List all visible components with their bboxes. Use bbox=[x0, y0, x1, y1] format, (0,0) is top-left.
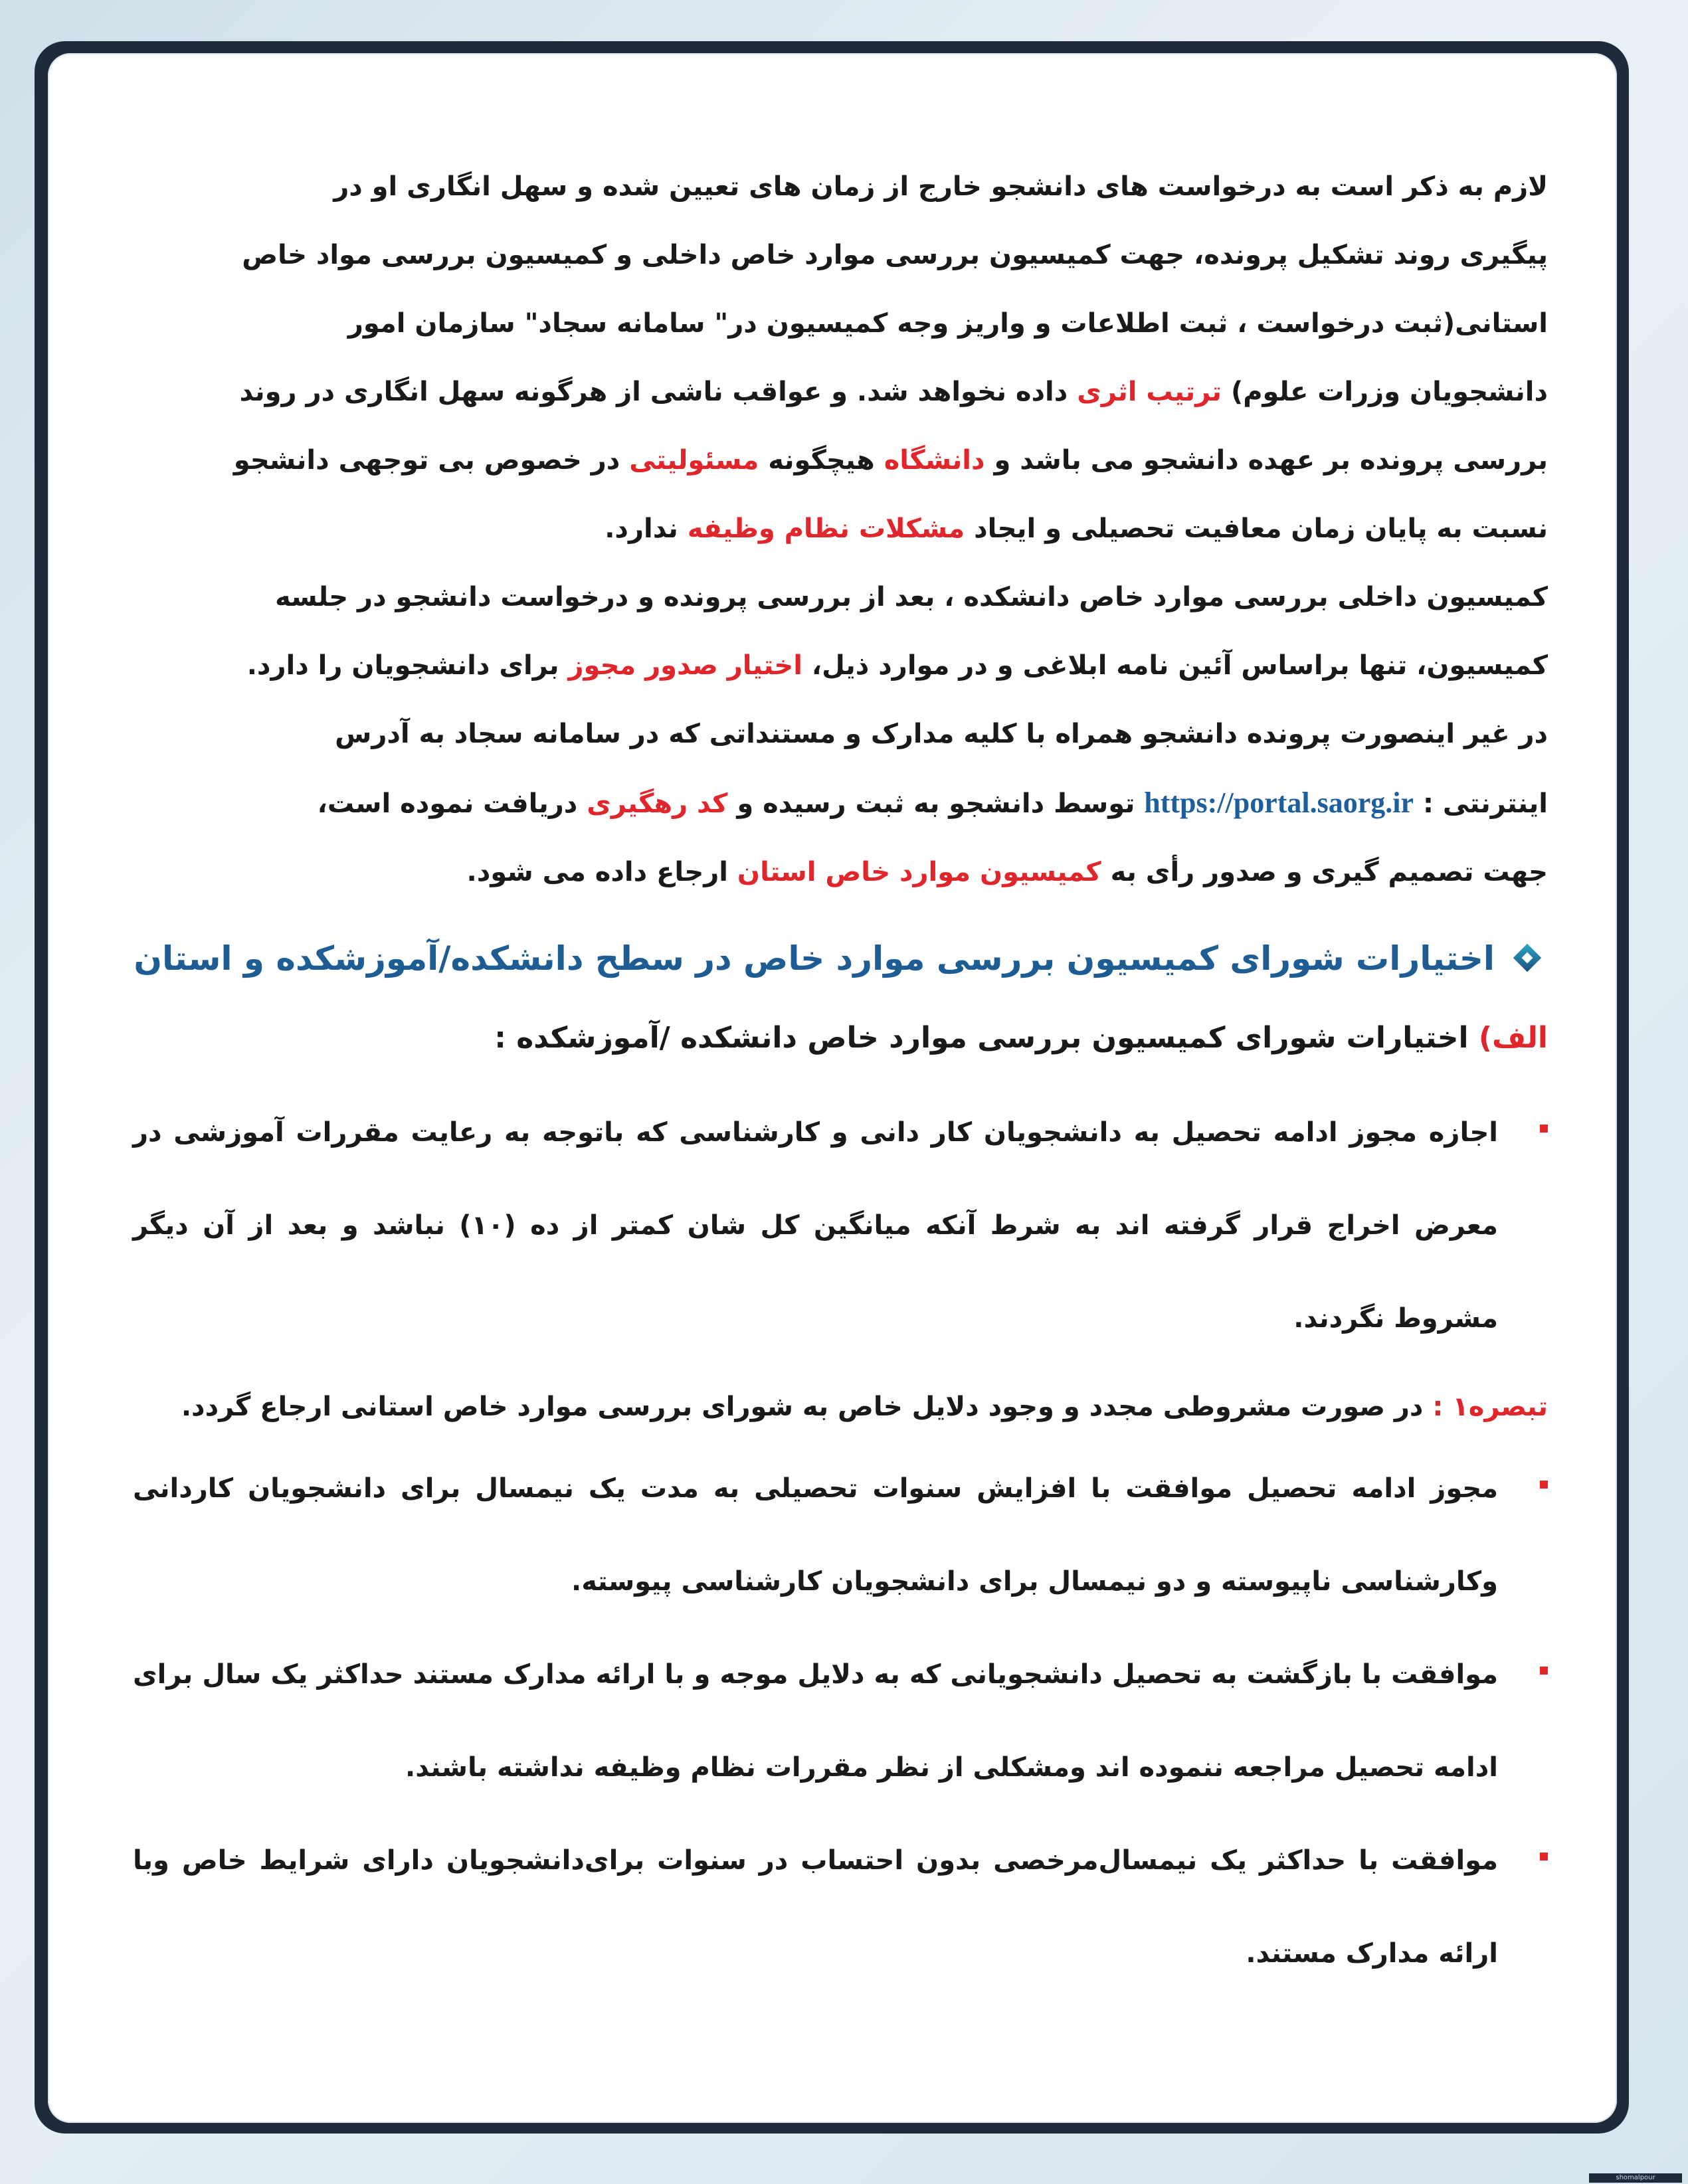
section-heading bbox=[133, 932, 1548, 985]
bullet-list bbox=[133, 1086, 1548, 2000]
portal-link[interactable]: https://portal.saorg.ir bbox=[1144, 786, 1414, 819]
highlight-text: مسئولیتی bbox=[629, 445, 759, 476]
list-item-text: مجوز ادامه تحصیل موافقت با افزایش سنوات تحصیلی به مدت یک نیمسال برای دانشجویان کاردانی وکارشناسی ناپیوسته و دو نیمسال برای دانشجویان کارشناسی پیوسته. bbox=[133, 1473, 1498, 1597]
para1-line-5: بررسی پرونده بر عهده دانشجو می باشد و دانشگاه هیچگونه مسئولیتی در خصوص بی توجهی دانشجو bbox=[233, 445, 1548, 476]
square-bullet-icon bbox=[1540, 1667, 1548, 1675]
para1-line-4: دانشجویان وزرات علوم) ترتیب اثری داده نخواهد شد. و عواقب ناشی از هرگونه سهل انگاری در روند bbox=[239, 377, 1548, 407]
note-text: در صورت مشروطی مجدد و وجود دلایل خاص به شورای بررسی موارد خاص استانی ارجاع گردد. bbox=[181, 1392, 1424, 1422]
note-label: تبصره۱ : bbox=[1432, 1392, 1548, 1422]
square-bullet-icon bbox=[1540, 1853, 1548, 1861]
para2-line-4: اینترنتی : https://portal.saorg.ir توسط دانشجو به ثبت رسیده و کد رهگیری دریافت نموده است، bbox=[317, 786, 1548, 819]
highlight-text: اختیار صدور مجوز bbox=[568, 650, 802, 681]
highlight-text: مشکلات نظام وظیفه bbox=[687, 513, 965, 544]
list-item bbox=[133, 1628, 1548, 1814]
list-item bbox=[133, 1086, 1548, 1365]
subheading bbox=[133, 1012, 1548, 1065]
para2-line-3: در غیر اینصورت پرونده دانشجو همراه با کلیه مدارک و مستنداتی که در سامانه سجاد به آدرس bbox=[335, 719, 1548, 749]
para2-line-5: جهت تصمیم گیری و صدور رأی به کمیسیون موارد خاص استان ارجاع داده می شود. bbox=[466, 857, 1548, 887]
section-heading-text: اختیارات شورای کمیسیون بررسی موارد خاص در سطح دانشکده/آموزشکده و استان bbox=[134, 939, 1495, 978]
square-bullet-icon bbox=[1540, 1481, 1548, 1489]
highlight-text: دانشگاه bbox=[884, 445, 985, 476]
subheading-text: اختیارات شورای کمیسیون بررسی موارد خاص دانشکده /آموزشکده : bbox=[494, 1021, 1469, 1055]
list-item-text: اجازه مجوز ادامه تحصیل به دانشجویان کار دانی و کارشناسی که باتوجه به رعایت مقررات آموزشی در معرض اخراج قرار گرفته اند به شرط آنکه میانگین کل شان کمتر از ده (۱۰) نباشد و بعد از آن دیگر مشروط نگردند. bbox=[133, 1117, 1498, 1334]
paragraph-2 bbox=[133, 563, 1548, 907]
square-bullet-icon bbox=[1540, 1125, 1548, 1133]
document-page bbox=[48, 53, 1617, 2123]
watermark: shomalpour bbox=[1589, 2173, 1682, 2183]
document-content bbox=[133, 153, 1548, 2000]
note bbox=[133, 1372, 1548, 1442]
subheading-prefix: الف) bbox=[1478, 1021, 1548, 1055]
list-item bbox=[133, 1442, 1548, 1628]
list-item-text: موافقت با بازگشت به تحصیل دانشجویانی که به دلایل موجه و با ارائه مدارک مستند حداکثر یک سال برای ادامه تحصیل مراجعه ننموده اند ومشکلی از نظر مقررات نظام وظیفه نداشته باشند. bbox=[133, 1659, 1498, 1783]
para1-line-6: نسبت به پایان زمان معافیت تحصیلی و ایجاد مشکلات نظام وظیفه ندارد. bbox=[605, 513, 1548, 544]
list-item bbox=[133, 1814, 1548, 2000]
para1-line-2: پیگیری روند تشکیل پرونده، جهت کمیسیون بررسی موارد خاص داخلی و کمیسیون بررسی مواد خاص bbox=[242, 240, 1548, 270]
diamond-bullet-icon bbox=[1515, 945, 1541, 972]
para2-line-1: کمیسیون داخلی بررسی موارد خاص دانشکده ، بعد از بررسی پرونده و درخواست دانشجو در جلسه bbox=[275, 582, 1548, 612]
highlight-text: کمیسیون موارد خاص استان bbox=[737, 857, 1101, 887]
para1-line-1: لازم به ذکر است به درخواست های دانشجو خارج از زمان های تعیین شده و سهل انگاری او در bbox=[333, 171, 1548, 202]
para1-line-3: استانی(ثبت درخواست ، ثبت اطلاعات و واریز وجه کمیسیون در" سامانه سجاد" سازمان امور bbox=[347, 308, 1548, 339]
paragraph-1 bbox=[133, 153, 1548, 563]
list-item-text: موافقت با حداکثر یک نیمسال‌مرخصی بدون احتساب در سنوات برای‌دانشجویان دارای شرایط خاص وبا ارائه مدارک مستند. bbox=[133, 1845, 1498, 1969]
para2-line-2: کمیسیون، تنها براساس آئین نامه ابلاغی و در موارد ذیل، اختیار صدور مجوز برای دانشجویان را دارد. bbox=[246, 650, 1548, 681]
highlight-text: ترتیب اثری bbox=[1077, 377, 1222, 407]
highlight-text: کد رهگیری bbox=[587, 788, 728, 819]
